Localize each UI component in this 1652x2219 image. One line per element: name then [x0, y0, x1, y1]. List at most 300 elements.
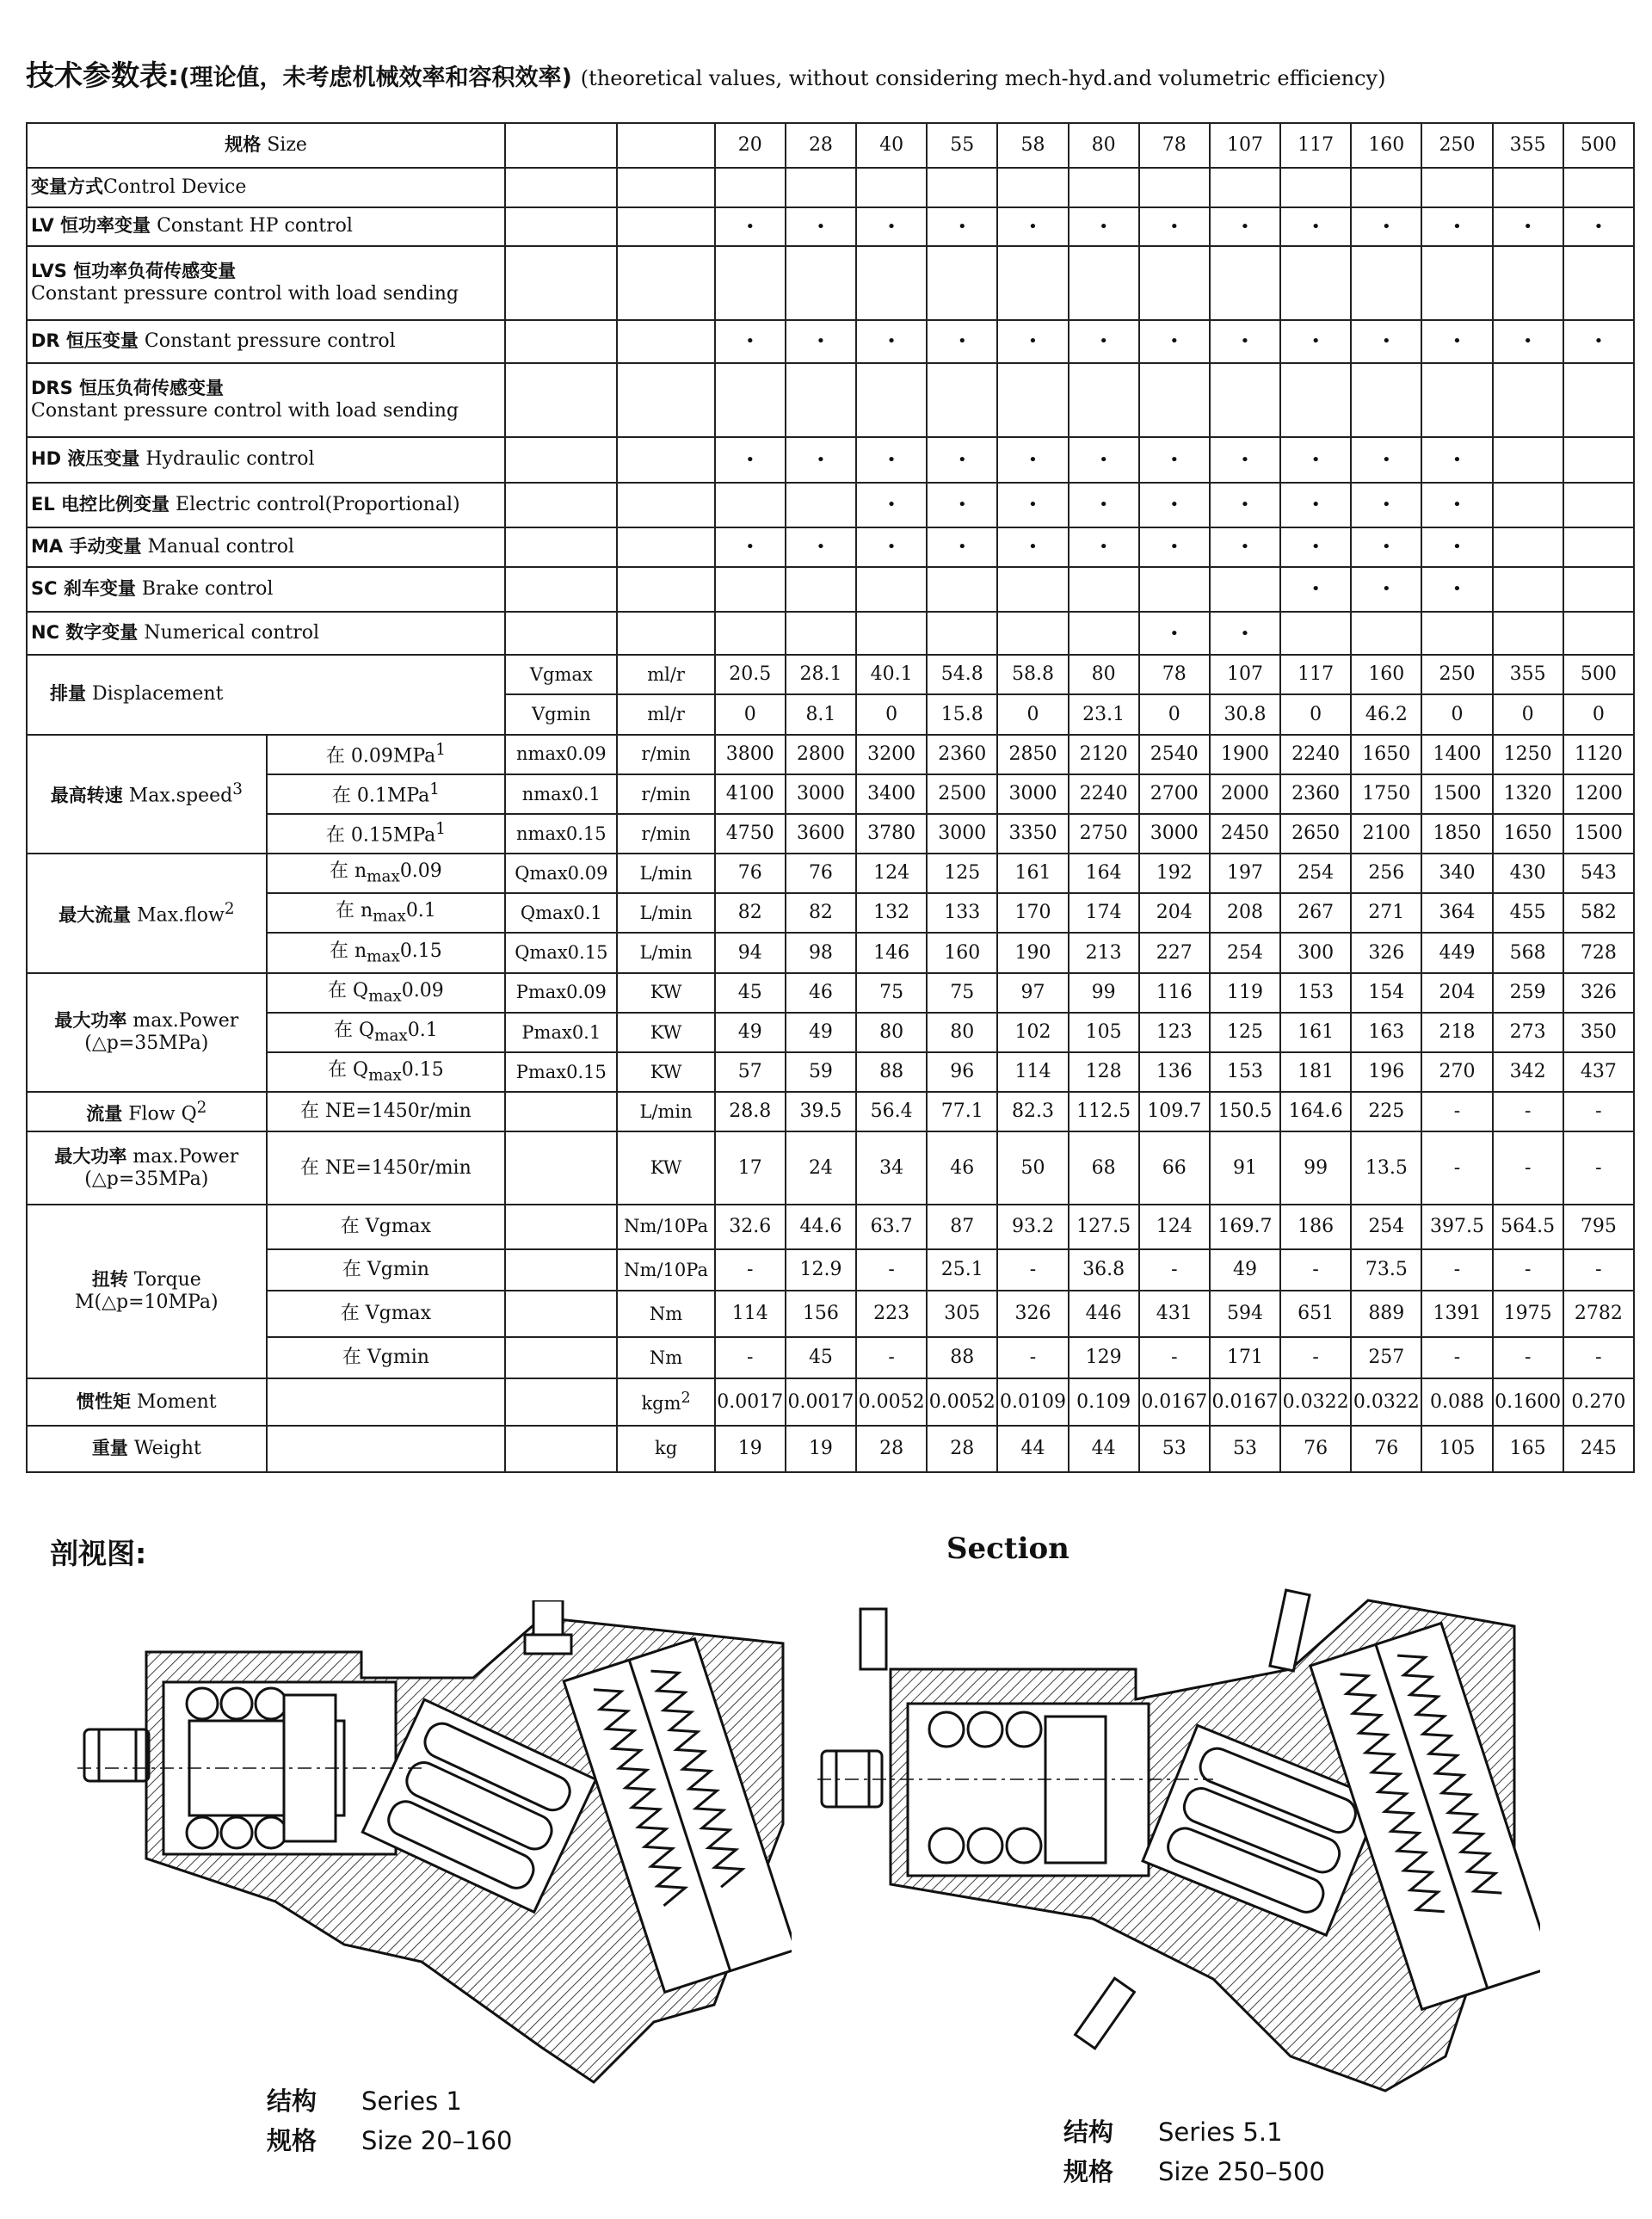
value-cell: 2360: [927, 735, 997, 774]
blank-cell: [1069, 567, 1139, 612]
dot-cell: •: [997, 483, 1068, 527]
value-cell: 2800: [786, 735, 856, 774]
value-cell: 17: [715, 1131, 786, 1204]
dot-cell: •: [1421, 207, 1492, 245]
blank-cell: [505, 246, 617, 320]
control-label: DR 恒压变量 Constant pressure control: [27, 320, 505, 363]
value-cell: 28.8: [715, 1092, 786, 1131]
value-cell: 1400: [1421, 735, 1492, 774]
value-cell: 99: [1069, 973, 1139, 1013]
value-cell: 98: [786, 933, 856, 972]
value-cell: 2000: [1210, 774, 1280, 814]
blank-cell: [1421, 168, 1492, 207]
blank-cell: [1563, 483, 1634, 527]
value-cell: 58.8: [997, 655, 1068, 694]
value-cell: -: [1493, 1249, 1563, 1291]
value-cell: 889: [1351, 1291, 1421, 1337]
blank-cell: [505, 1337, 617, 1378]
blank-cell: [505, 612, 617, 655]
value-cell: 2700: [1139, 774, 1210, 814]
unit-cell: r/min: [617, 814, 714, 854]
blank-cell: [617, 207, 714, 245]
value-cell: 0: [856, 694, 927, 734]
symbol-cell: Vgmax: [505, 655, 617, 694]
size-value: 20: [715, 123, 786, 168]
unit-cell: KW: [617, 1052, 714, 1092]
value-cell: 192: [1139, 854, 1210, 893]
table-row: [27, 814, 1634, 854]
value-cell: 2540: [1139, 735, 1210, 774]
value-cell: 305: [927, 1291, 997, 1337]
size-value: 58: [997, 123, 1068, 168]
value-cell: 564.5: [1493, 1205, 1563, 1249]
dot-cell: •: [927, 527, 997, 567]
value-cell: -: [1139, 1337, 1210, 1378]
blank-cell: [1351, 363, 1421, 437]
value-cell: 1500: [1421, 774, 1492, 814]
value-cell: 651: [1280, 1291, 1351, 1337]
value-cell: 213: [1069, 933, 1139, 972]
value-cell: 190: [997, 933, 1068, 972]
dot-cell: •: [1563, 320, 1634, 363]
control-label: NC 数字变量 Numerical control: [27, 612, 505, 655]
value-cell: -: [1563, 1249, 1634, 1291]
symbol-cell: Pmax0.09: [505, 973, 617, 1013]
blank-cell: [1210, 168, 1280, 207]
value-cell: 45: [786, 1337, 856, 1378]
blank-cell: [1139, 363, 1210, 437]
value-cell: 45: [715, 973, 786, 1013]
blank-cell: [1493, 612, 1563, 655]
unit-cell: ml/r: [617, 655, 714, 694]
blank-cell: [505, 363, 617, 437]
value-cell: 94: [715, 933, 786, 972]
value-cell: 160: [1351, 655, 1421, 694]
unit-cell: KW: [617, 1131, 714, 1204]
size-value: 117: [1280, 123, 1351, 168]
value-cell: 1200: [1563, 774, 1634, 814]
value-cell: 165: [1493, 1426, 1563, 1472]
value-cell: 80: [927, 1013, 997, 1052]
value-cell: 728: [1563, 933, 1634, 972]
dot-cell: •: [1139, 527, 1210, 567]
value-cell: 49: [715, 1013, 786, 1052]
dot-cell: •: [1210, 320, 1280, 363]
value-cell: 128: [1069, 1052, 1139, 1092]
value-cell: 326: [1351, 933, 1421, 972]
condition-cell: 在 0.09MPa$^1$: [267, 735, 506, 774]
blank-cell: [786, 483, 856, 527]
value-cell: 1391: [1421, 1291, 1492, 1337]
size-value: 28: [786, 123, 856, 168]
blank-cell: [1210, 567, 1280, 612]
dot-cell: •: [927, 320, 997, 363]
blank-cell: [1139, 567, 1210, 612]
value-cell: 160: [927, 933, 997, 972]
value-cell: 2500: [927, 774, 997, 814]
size-value: 107: [1210, 123, 1280, 168]
value-cell: 133: [927, 893, 997, 933]
value-cell: 107: [1210, 655, 1280, 694]
value-cell: 208: [1210, 893, 1280, 933]
dot-cell: •: [1493, 207, 1563, 245]
table-row: [27, 655, 1634, 694]
dot-cell: •: [1210, 527, 1280, 567]
dot-cell: •: [856, 320, 927, 363]
value-cell: 82.3: [997, 1092, 1068, 1131]
value-cell: 270: [1421, 1052, 1492, 1092]
value-cell: 105: [1069, 1013, 1139, 1052]
blank-cell: [927, 612, 997, 655]
dot-cell: •: [997, 437, 1068, 482]
value-cell: 93.2: [997, 1205, 1068, 1249]
dot-cell: •: [1069, 483, 1139, 527]
value-cell: 164: [1069, 854, 1139, 893]
section-drawing-series5: [809, 1575, 1540, 2125]
value-cell: 0.0167: [1139, 1378, 1210, 1425]
value-cell: 196: [1351, 1052, 1421, 1092]
blank-cell: [505, 437, 617, 482]
value-cell: 36.8: [1069, 1249, 1139, 1291]
table-row: [27, 735, 1634, 774]
dot-cell: •: [786, 320, 856, 363]
value-cell: 40.1: [856, 655, 927, 694]
value-cell: 271: [1351, 893, 1421, 933]
value-cell: 28: [856, 1426, 927, 1472]
size-value: 40: [856, 123, 927, 168]
blank-cell: [1351, 168, 1421, 207]
dot-cell: •: [1069, 320, 1139, 363]
value-cell: 267: [1280, 893, 1351, 933]
value-cell: 437: [1563, 1052, 1634, 1092]
value-cell: 68: [1069, 1131, 1139, 1204]
value-cell: 227: [1139, 933, 1210, 972]
symbol-cell: Pmax0.1: [505, 1013, 617, 1052]
blank-cell: [505, 1378, 617, 1425]
table-row: [27, 363, 1634, 437]
value-cell: 2240: [1069, 774, 1139, 814]
blank-cell: [617, 363, 714, 437]
dot-cell: •: [1421, 527, 1492, 567]
value-cell: 114: [997, 1052, 1068, 1092]
blank-cell: [505, 1249, 617, 1291]
dot-cell: •: [997, 207, 1068, 245]
dot-cell: •: [1210, 437, 1280, 482]
table-row: [27, 246, 1634, 320]
value-cell: 1650: [1351, 735, 1421, 774]
value-cell: 397.5: [1421, 1205, 1492, 1249]
value-cell: 582: [1563, 893, 1634, 933]
value-cell: 109.7: [1139, 1092, 1210, 1131]
condition-cell: 在 $Q_{max}0.09$: [267, 973, 506, 1013]
value-cell: 24: [786, 1131, 856, 1204]
blank-cell: [715, 483, 786, 527]
value-cell: 150.5: [1210, 1092, 1280, 1131]
value-cell: 0.1600: [1493, 1378, 1563, 1425]
value-cell: -: [856, 1337, 927, 1378]
blank-cell: [1493, 246, 1563, 320]
value-cell: 1250: [1493, 735, 1563, 774]
value-cell: 0.109: [1069, 1378, 1139, 1425]
control-label: DRS 恒压负荷传感变量 Constant pressure control with load sending: [27, 363, 505, 437]
value-cell: 350: [1563, 1013, 1634, 1052]
blank-cell: [505, 1131, 617, 1204]
max-power-label: 最大功率 max.Power (△p=35MPa): [27, 1131, 267, 1204]
table-row: [27, 1249, 1634, 1291]
value-cell: 430: [1493, 854, 1563, 893]
blank-cell: [1421, 246, 1492, 320]
value-cell: 66: [1139, 1131, 1210, 1204]
table-row: [27, 1426, 1634, 1472]
blank-cell: [617, 437, 714, 482]
dot-cell: •: [1069, 437, 1139, 482]
value-cell: 4100: [715, 774, 786, 814]
value-cell: 153: [1280, 973, 1351, 1013]
dot-cell: •: [1280, 207, 1351, 245]
value-cell: 57: [715, 1052, 786, 1092]
value-cell: 1120: [1563, 735, 1634, 774]
blank-cell: [786, 363, 856, 437]
value-cell: 88: [856, 1052, 927, 1092]
table-row: [27, 168, 1634, 207]
unit-cell: L/min: [617, 893, 714, 933]
blank-cell: [1493, 168, 1563, 207]
dot-cell: •: [1139, 320, 1210, 363]
blank-cell: [1493, 483, 1563, 527]
value-cell: 594: [1210, 1291, 1280, 1337]
value-cell: 342: [1493, 1052, 1563, 1092]
blank-cell: [1493, 527, 1563, 567]
value-cell: 54.8: [927, 655, 997, 694]
value-cell: 76: [1280, 1426, 1351, 1472]
blank-cell: [505, 567, 617, 612]
value-cell: 0: [1563, 694, 1634, 734]
dot-cell: •: [1139, 437, 1210, 482]
value-cell: -: [997, 1249, 1068, 1291]
blank-cell: [927, 363, 997, 437]
value-cell: 15.8: [927, 694, 997, 734]
value-cell: 56.4: [856, 1092, 927, 1131]
value-cell: 204: [1139, 893, 1210, 933]
unit-cell: L/min: [617, 933, 714, 972]
blank-cell: [1139, 168, 1210, 207]
value-cell: 0.088: [1421, 1378, 1492, 1425]
value-cell: 8.1: [786, 694, 856, 734]
value-cell: 96: [927, 1052, 997, 1092]
size-value: 55: [927, 123, 997, 168]
blank-cell: [1139, 246, 1210, 320]
blank-cell: [715, 567, 786, 612]
value-cell: -: [1421, 1249, 1492, 1291]
value-cell: 39.5: [786, 1092, 856, 1131]
value-cell: 0.0052: [856, 1378, 927, 1425]
value-cell: 46.2: [1351, 694, 1421, 734]
value-cell: 326: [1563, 973, 1634, 1013]
blank-cell: [715, 168, 786, 207]
condition-cell: 在 NE=1450r/min: [267, 1131, 506, 1204]
symbol-cell: Vgmin: [505, 694, 617, 734]
size-value: 250: [1421, 123, 1492, 168]
value-cell: 1500: [1563, 814, 1634, 854]
blank-cell: [617, 320, 714, 363]
value-cell: 170: [997, 893, 1068, 933]
value-cell: 117: [1280, 655, 1351, 694]
value-cell: 161: [997, 854, 1068, 893]
dot-cell: •: [1421, 483, 1492, 527]
blank-cell: [997, 168, 1068, 207]
value-cell: -: [997, 1337, 1068, 1378]
dot-cell: •: [856, 437, 927, 482]
value-cell: 44: [1069, 1426, 1139, 1472]
value-cell: 1975: [1493, 1291, 1563, 1337]
size-value: 160: [1351, 123, 1421, 168]
control-label: EL 电控比例变量 Electric control(Proportional): [27, 483, 505, 527]
value-cell: -: [1563, 1092, 1634, 1131]
value-cell: 259: [1493, 973, 1563, 1013]
value-cell: 154: [1351, 973, 1421, 1013]
dot-cell: •: [1069, 207, 1139, 245]
value-cell: 3400: [856, 774, 927, 814]
dot-cell: •: [1280, 567, 1351, 612]
value-cell: 19: [715, 1426, 786, 1472]
value-cell: 2360: [1280, 774, 1351, 814]
max-power-label: 最大功率 max.Power (△p=35MPa): [27, 973, 267, 1093]
value-cell: 46: [786, 973, 856, 1013]
value-cell: 129: [1069, 1337, 1139, 1378]
value-cell: 300: [1280, 933, 1351, 972]
blank-cell: [997, 567, 1068, 612]
value-cell: 0: [997, 694, 1068, 734]
value-cell: 2750: [1069, 814, 1139, 854]
value-cell: 225: [1351, 1092, 1421, 1131]
value-cell: -: [1280, 1249, 1351, 1291]
value-cell: 4750: [715, 814, 786, 854]
value-cell: 3000: [997, 774, 1068, 814]
dot-cell: •: [997, 527, 1068, 567]
dot-cell: •: [1351, 527, 1421, 567]
dot-cell: •: [1069, 527, 1139, 567]
value-cell: 82: [715, 893, 786, 933]
control-label: LV 恒功率变量 Constant HP control: [27, 207, 505, 245]
unit-cell: ml/r: [617, 694, 714, 734]
value-cell: 340: [1421, 854, 1492, 893]
value-cell: 50: [997, 1131, 1068, 1204]
table-row: [27, 893, 1634, 933]
table-row: [27, 612, 1634, 655]
blank-cell: [505, 168, 617, 207]
caption-series5-structure: 结构 Series 5.1: [1063, 2117, 1283, 2147]
value-cell: 49: [786, 1013, 856, 1052]
dot-cell: •: [715, 320, 786, 363]
unit-cell: Nm/10Pa: [617, 1249, 714, 1291]
dot-cell: •: [715, 437, 786, 482]
blank-cell: [505, 1426, 617, 1472]
value-cell: 254: [1280, 854, 1351, 893]
blank-cell: [927, 246, 997, 320]
table-row: [27, 437, 1634, 482]
dot-cell: •: [927, 437, 997, 482]
blank-cell: [1069, 363, 1139, 437]
dot-cell: •: [1139, 483, 1210, 527]
value-cell: 186: [1280, 1205, 1351, 1249]
value-cell: 119: [1210, 973, 1280, 1013]
section-title-en: Section: [946, 1532, 1069, 1566]
table-row: [27, 973, 1634, 1013]
blank-cell: [1069, 168, 1139, 207]
value-cell: 105: [1421, 1426, 1492, 1472]
value-cell: 254: [1351, 1205, 1421, 1249]
unit-cell: L/min: [617, 854, 714, 893]
weight-label: 重量 Weight: [27, 1426, 267, 1472]
symbol-cell: Pmax0.15: [505, 1052, 617, 1092]
table-row: [27, 483, 1634, 527]
value-cell: 34: [856, 1131, 927, 1204]
blank-cell: [617, 483, 714, 527]
dot-cell: •: [1351, 567, 1421, 612]
dot-cell: •: [715, 207, 786, 245]
value-cell: 164.6: [1280, 1092, 1351, 1131]
value-cell: -: [1493, 1092, 1563, 1131]
dot-cell: •: [1280, 437, 1351, 482]
value-cell: 0.0017: [786, 1378, 856, 1425]
blank-cell: [617, 168, 714, 207]
flow-q-label: 流量 Flow $Q^2$: [27, 1092, 267, 1131]
value-cell: 3000: [927, 814, 997, 854]
value-cell: 53: [1139, 1426, 1210, 1472]
value-cell: 78: [1139, 655, 1210, 694]
control-label: MA 手动变量 Manual control: [27, 527, 505, 567]
section-title-cn: 剖视图:: [50, 1537, 147, 1570]
value-cell: 257: [1351, 1337, 1421, 1378]
blank-cell: [1069, 246, 1139, 320]
blank-cell: [1280, 612, 1351, 655]
value-cell: 2240: [1280, 735, 1351, 774]
dot-cell: •: [927, 483, 997, 527]
condition-cell: 在 $Q_{max}0.1$: [267, 1013, 506, 1052]
value-cell: -: [1563, 1337, 1634, 1378]
blank-cell: [617, 246, 714, 320]
value-cell: -: [1421, 1131, 1492, 1204]
blank-cell: [997, 612, 1068, 655]
value-cell: 28: [927, 1426, 997, 1472]
value-cell: 156: [786, 1291, 856, 1337]
value-cell: 0.0322: [1280, 1378, 1351, 1425]
value-cell: 2450: [1210, 814, 1280, 854]
value-cell: 146: [856, 933, 927, 972]
control-label: LVS 恒功率负荷传感变量 Constant pressure control with load sending: [27, 246, 505, 320]
value-cell: -: [1280, 1337, 1351, 1378]
dot-cell: •: [856, 527, 927, 567]
unit-cell: Nm: [617, 1291, 714, 1337]
unit-cell: r/min: [617, 774, 714, 814]
blank-cell: [1493, 363, 1563, 437]
condition-cell: 在 $n_{max}0.09$: [267, 854, 506, 893]
value-cell: 1750: [1351, 774, 1421, 814]
value-cell: 127.5: [1069, 1205, 1139, 1249]
table-row: [27, 1092, 1634, 1131]
blank-cell: [856, 168, 927, 207]
blank-cell: [1563, 168, 1634, 207]
value-cell: 171: [1210, 1337, 1280, 1378]
value-cell: 80: [856, 1013, 927, 1052]
dot-cell: •: [856, 483, 927, 527]
value-cell: 75: [927, 973, 997, 1013]
condition-cell: 在 0.1MPa$^1$: [267, 774, 506, 814]
blank-cell: [856, 612, 927, 655]
value-cell: 99: [1280, 1131, 1351, 1204]
dot-cell: •: [1280, 483, 1351, 527]
value-cell: 0.0322: [1351, 1378, 1421, 1425]
